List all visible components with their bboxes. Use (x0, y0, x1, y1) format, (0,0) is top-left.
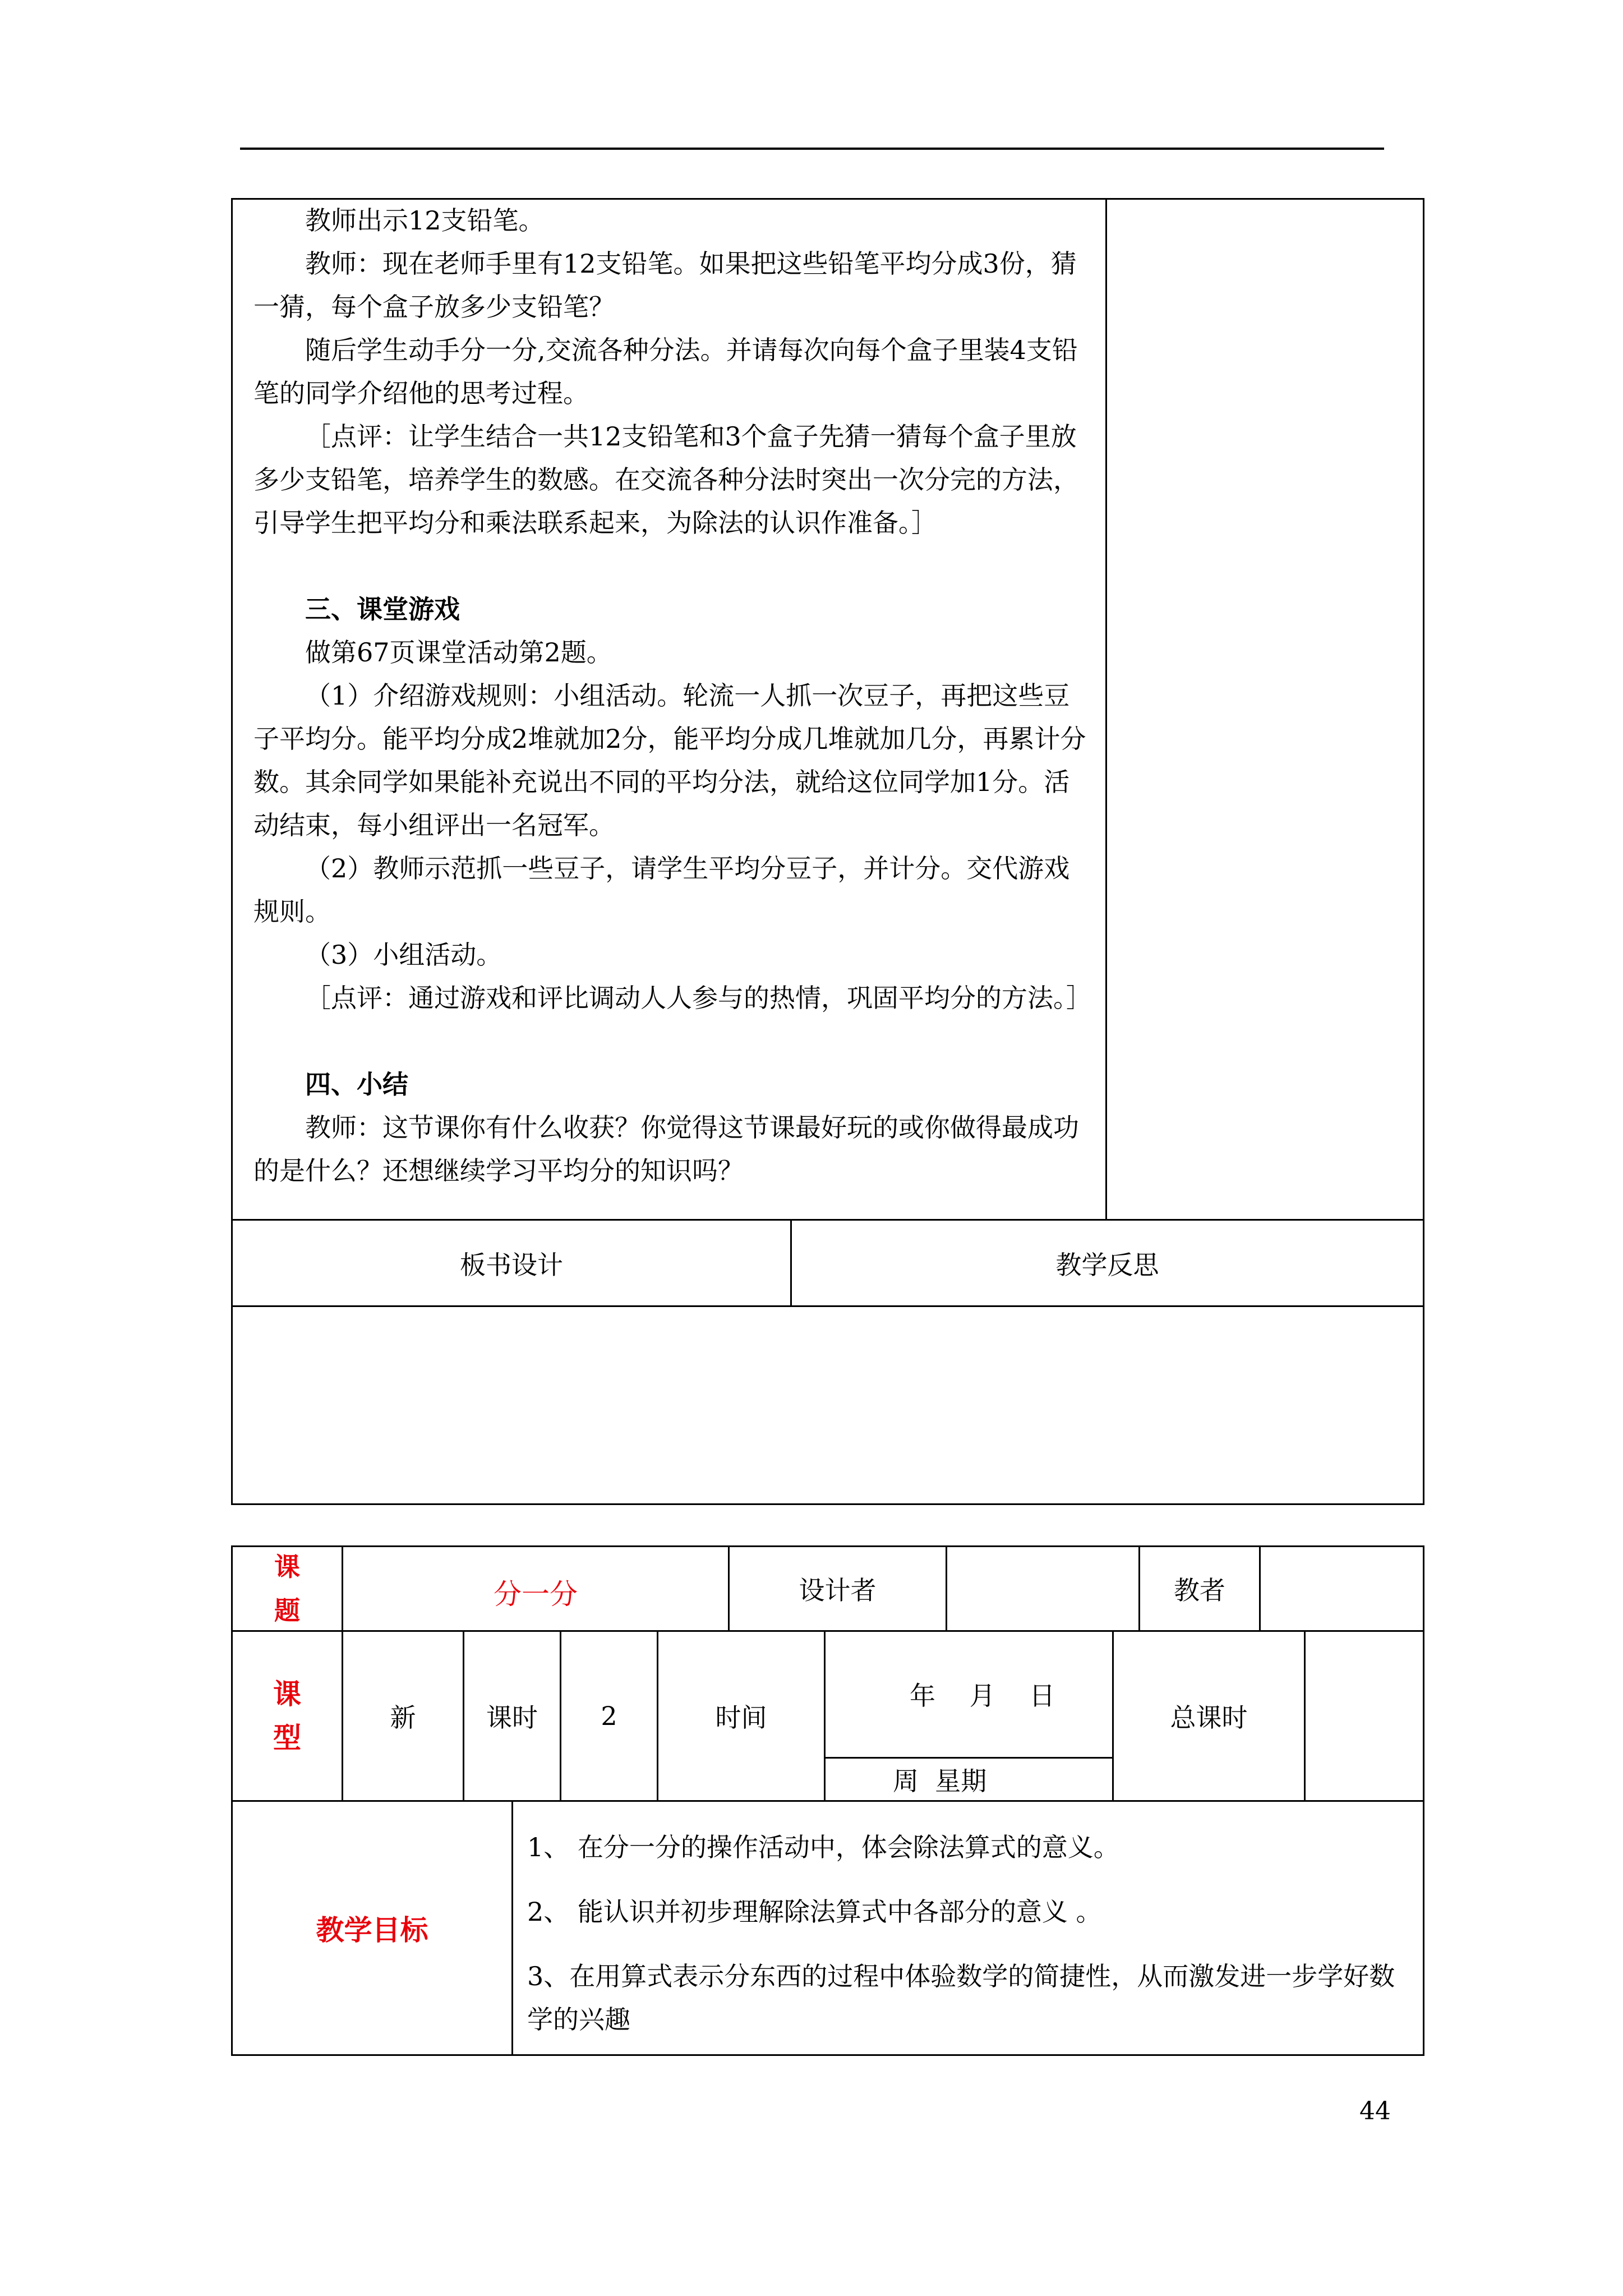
designer-label: 设计者 (799, 1575, 877, 1605)
col-line (511, 1800, 513, 2056)
goal-item: 2、 能认识并初步理解除法算式中各部分的意义 。 (527, 1897, 1102, 1927)
paragraph: 教师：现在老师手里有12支铅笔。如果把这些铅笔平均分成3份，猜一猜，每个盒子放多少支铅笔？ (253, 249, 1077, 322)
topic-value: 分一分 (494, 1578, 578, 1611)
goal-item: 1、 在分一分的操作活动中，体会除法算式的意义。 (527, 1832, 1119, 1862)
page-number: 44 (1359, 2097, 1391, 2125)
goals-label: 教学目标 (316, 1913, 428, 1947)
week-line: 周 星期 (893, 1766, 987, 1796)
designer-value (947, 1547, 1138, 1630)
section-heading: 三、课堂游戏 (305, 594, 460, 624)
paragraph: （2）教师示范抓一些豆子，请学生平均分豆子，并计分。交代游戏规则。 (253, 853, 1070, 927)
table-border-right (1423, 198, 1424, 1505)
total-period-value (1306, 1632, 1423, 1800)
time-label: 时间 (715, 1703, 767, 1733)
topic-label-char: 题 (274, 1595, 300, 1626)
reflection-label: 教学反思 (1055, 1249, 1159, 1280)
comment-paragraph: ［点评：通过游戏和评比调动人人参与的热情，巩固平均分的方法。］ (305, 983, 1092, 1013)
paragraph: 教师：这节课你有什么收获？你觉得这节课最好玩的或你做得最成功的是什么？还想继续学习平均分的知识吗？ (253, 1112, 1079, 1186)
paragraph: 随后学生动手分一分,交流各种分法。并请每次向每个盒子里装4支铅笔的同学介绍他的思考过程。 (253, 335, 1078, 408)
goal-item: 3、在用算式表示分东西的过程中体验数学的简捷性，从而激发进一步学好数学的兴趣 (527, 1961, 1395, 2035)
header-rule (240, 148, 1384, 150)
type-label (233, 1632, 342, 1800)
total-period-label: 总课时 (1170, 1703, 1248, 1733)
board-design-area (233, 1307, 1423, 1503)
teacher-label: 教者 (1174, 1575, 1225, 1605)
paragraph: 教师出示12支铅笔。 (305, 205, 545, 236)
table-border-bottom (231, 1503, 1424, 1505)
paragraph: （3）小组活动。 (305, 940, 502, 970)
type-label-char: 型 (273, 1721, 301, 1754)
plan-border-bottom (231, 2054, 1424, 2056)
teacher-value (1261, 1547, 1423, 1630)
type-label-char: 课 (273, 1677, 301, 1710)
type-value: 新 (390, 1703, 416, 1733)
period-label: 课时 (486, 1703, 538, 1733)
period-value: 2 (601, 1701, 617, 1731)
section-heading: 四、小结 (305, 1069, 408, 1099)
paragraph: 做第67页课堂活动第2题。 (305, 637, 612, 668)
topic-label-char: 课 (274, 1552, 300, 1582)
topic-label (233, 1547, 342, 1630)
comment-paragraph: ［点评：让学生结合一共12支铅笔和3个盒子先猜一猜每个盒子里放多少支铅笔，培养学生的数感。在交流各种分法时突出一次分完的方法，引导学生把平均分和乘法联系起来，为除法的认识作准备。］ (253, 421, 1079, 538)
content-column-divider (1105, 198, 1107, 1220)
paragraph: （1）介绍游戏规则：小组活动。轮流一人抓一次豆子，再把这些豆子平均分。能平均分成2堆就加2分，能平均分成几堆就加几分，再累计分数。其余同学如果能补充说出不同的平均分法，就给这位同学加1分。活动结束，每小组评出一名冠军。 (253, 680, 1086, 840)
date-line: 年 月 日 (910, 1681, 1055, 1711)
board-design-label: 板书设计 (460, 1249, 563, 1280)
